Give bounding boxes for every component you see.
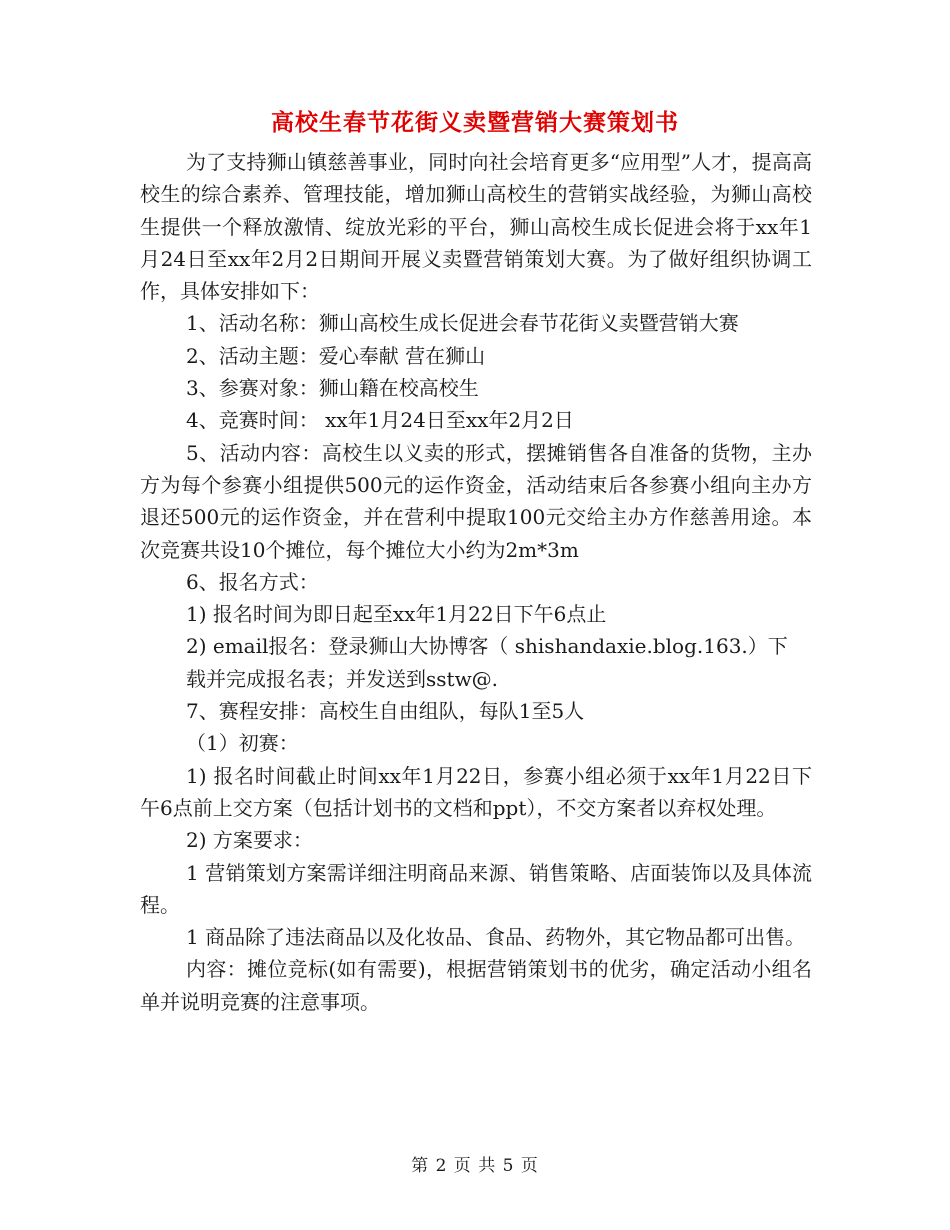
paragraph-email-registration: 2) email报名：登录狮山大协博客（ shishandaxie.blog.163.）下 [186,634,788,659]
paragraph-schedule: 7、赛程安排：高校生自由组队，每队1至5人 [186,699,585,724]
paragraph-requirement-1: 1 营销策划方案需详细注明商品来源、销售策略、店面装饰以及具体流程。 [140,860,812,917]
document-title: 高校生春节花街义卖暨营销大赛策划书 [271,109,679,136]
page-footer: 第 2 页 共 5 页 [411,1156,539,1176]
paragraph-participants: 3、参赛对象：狮山籍在校高校生 [186,376,479,401]
paragraph-intro: 为了支持狮山镇慈善事业，同时向社会培育更多“应用型”人才，提高高校生的综合素养、管理技能，增加狮山高校生的营销实战经验，为狮山高校生提供一个释放激情、绽放光彩的平台，狮山高校生成长促进会将于xx年1月24日至xx年2月2日期间开展义卖暨营销策划大赛。为了做好组织协调工作，具体安排如下： [140,150,812,304]
paragraph-preliminary: （1）初赛： [186,731,299,756]
paragraph-deadline: 1) 报名时间截止时间xx年1月22日，参赛小组必须于xx年1月22日下午6点前上交方案（包括计划书的文档和ppt），不交方案者以弃权处理。 [140,763,812,820]
paragraph-registration-time: 1) 报名时间为即日起至xx年1月22日下午6点止 [186,602,607,627]
paragraph-plan-requirements: 2) 方案要求： [186,828,313,853]
document-body [140,146,812,1018]
paragraph-download-form: 载并完成报名表；并发送到sstw@. [186,666,499,691]
paragraph-activity-theme: 2、活动主题：爱心奉献 营在狮山 [186,343,486,368]
paragraph-activity-content: 5、活动内容：高校生以义卖的形式，摆摊销售各自准备的货物，主办方为每个参赛小组提供500元的运作资金，活动结束后各参赛小组向主办方退还500元的运作资金，并在营利中提取100元交给主办方作慈善用途。本次竞赛共设10个摊位，每个摊位大小约为2m*3m [140,440,812,562]
paragraph-competition-time: 4、竞赛时间： xx年1月24日至xx年2月2日 [186,408,574,433]
paragraph-content: 内容：摊位竞标(如有需要)，根据营销策划书的优劣，确定活动小组名单并说明竞赛的注意事项。 [140,957,812,1014]
paragraph-registration: 6、报名方式： [186,569,319,594]
paragraph-requirement-2: 1 商品除了违法商品以及化妆品、食品、药物外，其它物品都可出售。 [186,925,806,950]
paragraph-activity-name: 1、活动名称：狮山高校生成长促进会春节花街义卖暨营销大赛 [186,311,739,336]
